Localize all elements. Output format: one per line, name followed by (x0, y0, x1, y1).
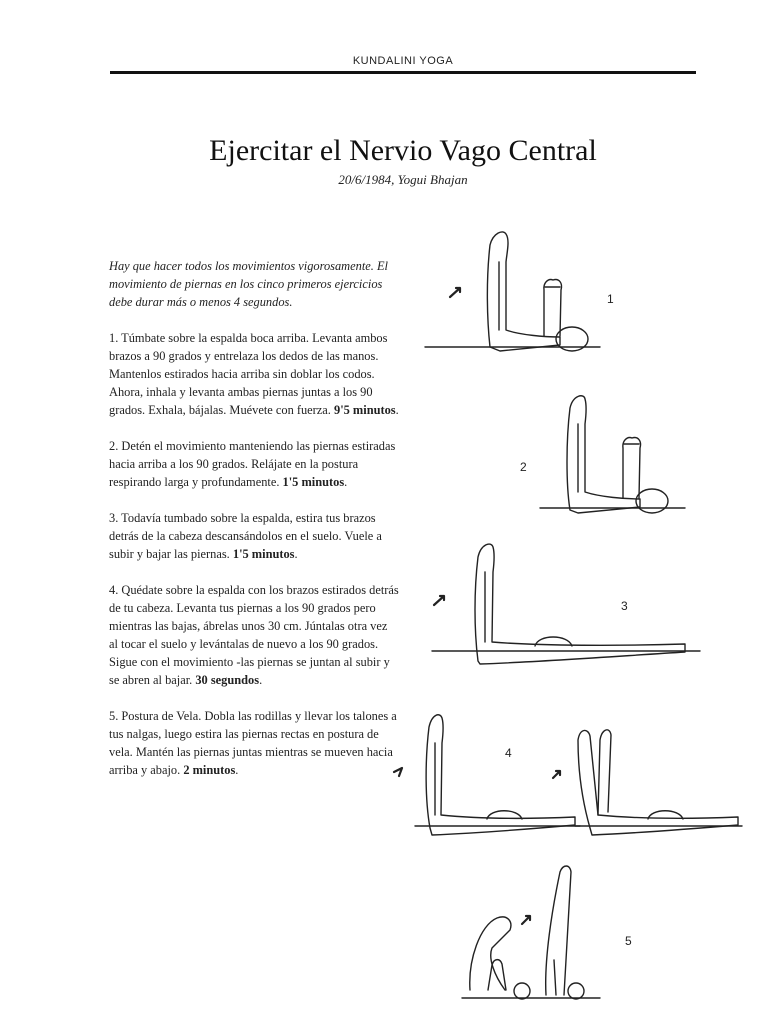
exercise-4-period: . (259, 673, 263, 687)
exercise-2-duration: 1'5 minutos (282, 475, 345, 489)
motion-arrow-icon (394, 768, 402, 776)
legs-up-arms-back-figure (475, 544, 685, 664)
motion-arrow-icon (450, 288, 460, 297)
head (514, 983, 530, 999)
figure-2-illustration (540, 396, 685, 513)
exercise-3-text: 3. Todavía tumbado sobre la espalda, estira tus brazos detrás de la cabeza descansándolos en el suelo. Vuele a subir y bajar las piernas. (109, 511, 382, 561)
exercise-2-period: . (344, 475, 348, 489)
arms-up (623, 438, 641, 498)
exercise-1-period: . (395, 403, 399, 417)
candle-pose-figure (546, 866, 571, 995)
arms-up (544, 280, 562, 336)
motion-arrow-icon (553, 771, 560, 778)
exercise-5-period: . (235, 763, 239, 777)
legs-up-figure (487, 232, 560, 351)
exercise-5-text: 5. Postura de Vela. Dobla las rodillas y llevar los talones a tus nalgas, luego estira las piernas rectas en postura de vela. Mantén las piernas juntas mientras se mueven hacia arriba y abajo. (109, 709, 397, 777)
page-title: Ejercitar el Nervio Vago Central (209, 134, 597, 167)
figure-5-illustration (462, 866, 600, 999)
bent-knees-torso (488, 960, 506, 990)
running-header: KUNDALINI YOGA (352, 55, 454, 67)
exercise-4-text: 4. Quédate sobre la espalda con los brazos estirados detrás de tu cabeza. Levanta tus piernas a los 90 grados pero mientras las bajas, ábrelas unos 30 cm. Júntalas otra vez al tocar el suelo y levántalas de nuevo a los 90 grados. Sigue con el movimiento -las piernas se juntan al subir y se abren al bajar. (109, 583, 399, 687)
figure-2-number: 2 (520, 460, 527, 474)
legs-together-figure (426, 715, 575, 835)
figure-3-illustration (432, 544, 700, 664)
exercise-4-duration: 30 segundos (195, 673, 260, 687)
page-subtitle: 20/6/1984, Yogui Bhajan (338, 172, 468, 187)
second-leg (598, 730, 611, 815)
legs-apart-figure (578, 730, 738, 835)
figure-1-illustration (425, 232, 600, 351)
head (636, 489, 668, 513)
figure-1-number: 1 (607, 292, 614, 306)
leg-line (554, 960, 556, 995)
figure-3-number: 3 (621, 599, 628, 613)
figure-5-number: 5 (625, 934, 632, 948)
exercise-1-duration: 9'5 minutos (334, 403, 396, 417)
intro-paragraph: Hay que hacer todos los movimientos vigorosamente. El movimiento de piernas en los cinco primeros ejercicios debe durar más o menos 4 segundos. (109, 259, 388, 309)
head (568, 983, 584, 999)
exercise-3-period: . (294, 547, 298, 561)
exercise-5-duration: 2 minutos (183, 763, 236, 777)
exercise-2-text: 2. Detén el movimiento manteniendo las piernas estiradas hacia arriba a los 90 grados. Relájate en la postura respirando larga y profundamente. (109, 439, 396, 489)
exercise-3-duration: 1'5 minutos (232, 547, 295, 561)
motion-arrow-icon (522, 916, 530, 924)
figure-4-illustration (394, 715, 742, 835)
motion-arrow-icon (434, 596, 444, 605)
exercise-1-text: 1. Túmbate sobre la espalda boca arriba. Levanta ambos brazos a 90 grados y entrelaza los dedos de las manos. Mantenlos estirados hacia arriba sin doblar los codos. Ahora, inhala y levanta ambas piernas juntas a los 90 grados. Exhala, bájalas. Muévete con fuerza. (109, 331, 388, 417)
figure-4-number: 4 (505, 746, 512, 760)
